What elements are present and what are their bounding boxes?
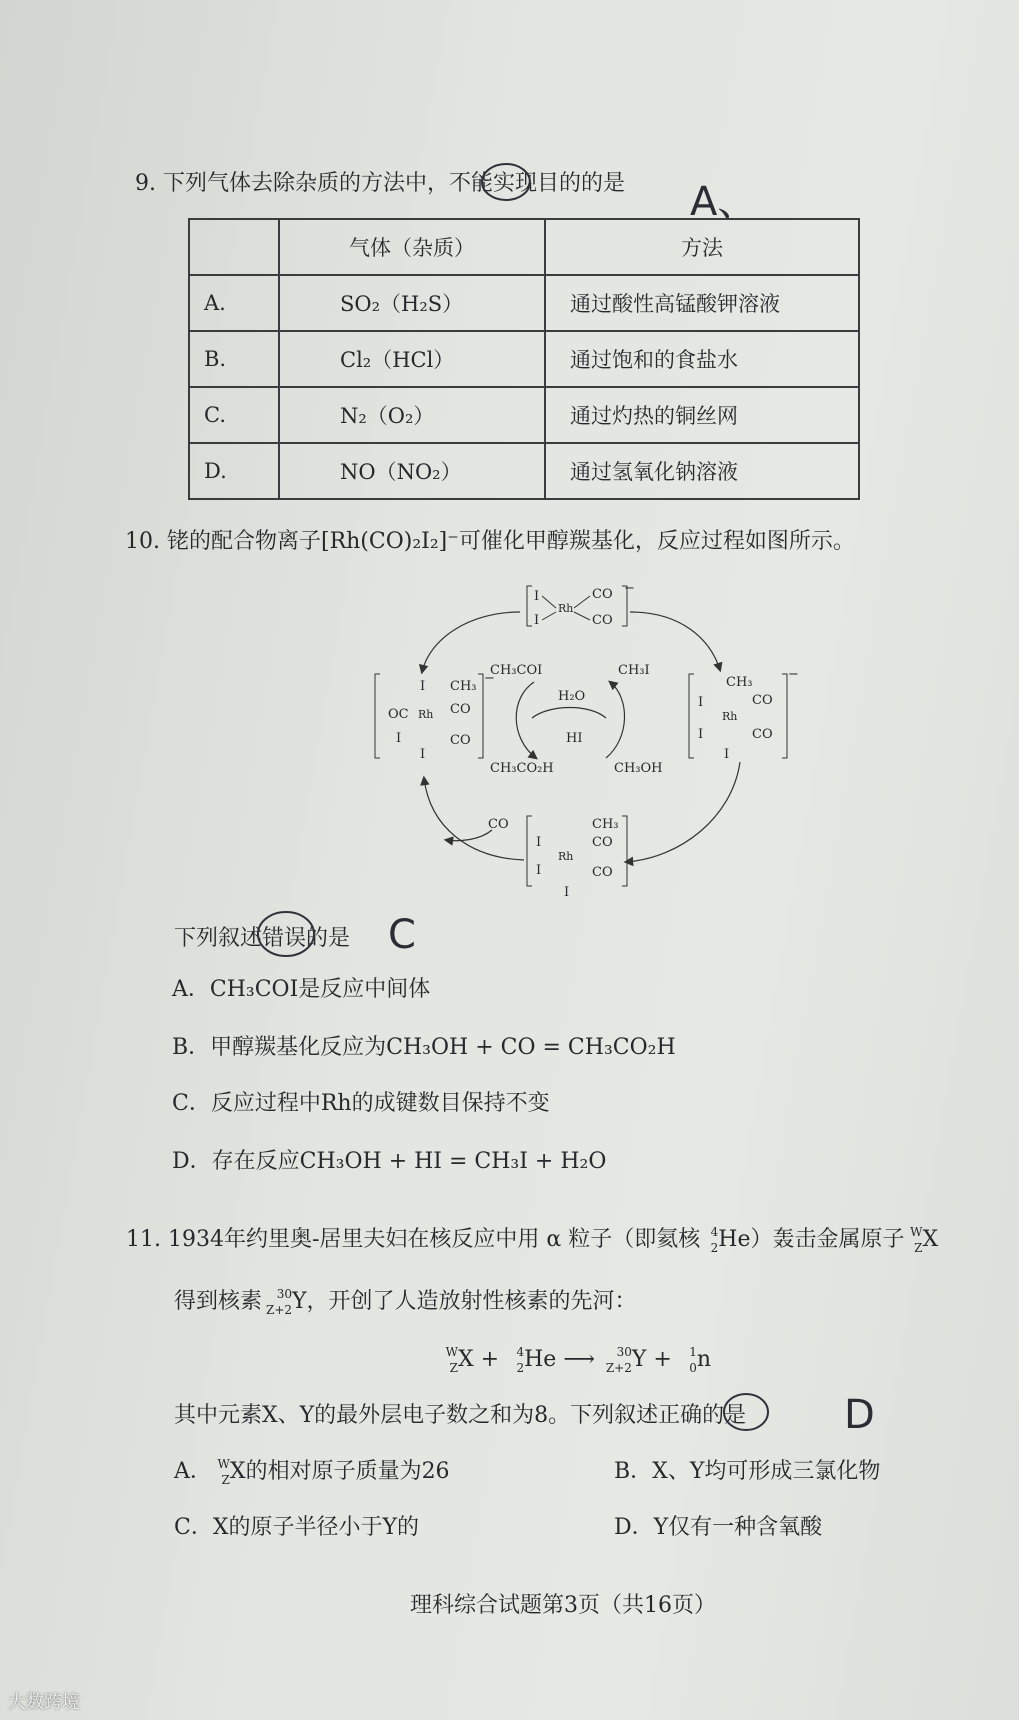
catalytic-cycle-diagram xyxy=(360,578,820,918)
species-labels xyxy=(488,663,663,832)
q11-option-a xyxy=(174,1458,450,1486)
helium-symbol: He xyxy=(718,1227,751,1252)
element-y-symbol: Y xyxy=(631,1347,647,1372)
svg-text:Rh: Rh xyxy=(418,708,434,721)
svg-text:OC: OC xyxy=(388,707,409,722)
nuclide-notation: 30 Z+2 xyxy=(605,1345,632,1375)
table-cell: 通过酸性高锰酸钾溶液 xyxy=(545,275,859,331)
element-x-symbol: X xyxy=(229,1459,246,1484)
svg-text:I: I xyxy=(536,835,542,850)
handwritten-circle-mark xyxy=(478,160,538,206)
svg-text:CH₃OH: CH₃OH xyxy=(614,761,663,776)
table-cell: D. xyxy=(189,443,279,499)
nuclide-notation: 4 2 xyxy=(710,1225,719,1255)
table-header: 气体（杂质） xyxy=(279,219,545,275)
element-x-symbol: X xyxy=(458,1347,474,1372)
plus-sign: + xyxy=(653,1347,672,1372)
nuclide-notation: 1 0 xyxy=(689,1345,697,1375)
handwritten-circle-mark xyxy=(720,1390,776,1436)
q10-handwritten-answer: C xyxy=(388,912,416,958)
nuclide-notation: 4 2 xyxy=(516,1345,525,1375)
q9-stem: 9. 下列气体去除杂质的方法中，不能实现目的的是 xyxy=(135,171,625,196)
nuclide-notation: 30 Z+2 xyxy=(265,1287,293,1317)
nuclide-notation: W Z xyxy=(910,1225,923,1255)
q11-option-b: B．X、Y均可形成三氯化物 xyxy=(614,1459,881,1484)
svg-text:I: I xyxy=(698,695,704,710)
svg-text:Rh: Rh xyxy=(558,602,574,615)
svg-text:CO: CO xyxy=(488,817,509,832)
svg-text:CO: CO xyxy=(592,865,613,880)
svg-text:−: − xyxy=(484,671,495,686)
page-footer: 理科综合试题第3页（共16页） xyxy=(410,1593,716,1618)
option-label: A． xyxy=(174,1459,212,1484)
svg-text:I: I xyxy=(420,747,426,762)
table-row xyxy=(189,275,859,331)
table-cell: SO₂（H₂S） xyxy=(279,275,545,331)
helium-symbol: He xyxy=(524,1347,557,1372)
q11-number: 11. xyxy=(126,1227,161,1252)
element-y-symbol: Y xyxy=(292,1289,307,1314)
svg-text:CH₃: CH₃ xyxy=(726,675,753,690)
svg-text:CO: CO xyxy=(592,587,613,602)
svg-text:−: − xyxy=(624,581,635,596)
table-header: 方法 xyxy=(545,219,859,275)
svg-text:CO: CO xyxy=(752,727,773,742)
q9-table xyxy=(188,218,860,500)
q11-text: ，开创了人造放射性核素的先河： xyxy=(306,1289,637,1314)
table-header xyxy=(189,219,279,275)
element-x-symbol: X xyxy=(922,1227,939,1252)
table-cell: 通过饱和的食盐水 xyxy=(545,331,859,387)
q11-line1 xyxy=(126,1226,938,1254)
svg-text:CO: CO xyxy=(450,702,471,717)
plus-sign: + xyxy=(480,1347,500,1372)
q10-option-b: B．甲醇羰基化反应为CH₃OH + CO = CH₃CO₂H xyxy=(172,1035,676,1060)
complex-bottom xyxy=(527,816,627,900)
svg-text:I: I xyxy=(564,885,570,900)
complex-left xyxy=(375,671,495,762)
table-cell: C. xyxy=(189,387,279,443)
svg-text:CH₃CO₂H: CH₃CO₂H xyxy=(490,761,554,776)
svg-text:CH₃: CH₃ xyxy=(592,817,619,832)
watermark: 大数跨境 xyxy=(8,1692,80,1713)
q11-nuclear-equation xyxy=(440,1346,711,1374)
complex-top xyxy=(527,581,635,628)
svg-text:CO: CO xyxy=(592,613,613,628)
q11-option-c: C．X的原子半径小于Y的 xyxy=(174,1515,420,1540)
svg-text:Rh: Rh xyxy=(558,850,574,863)
table-row xyxy=(189,387,859,443)
svg-text:I: I xyxy=(724,747,730,762)
q11-text: 1934年约里奥-居里夫妇在核反应中用 α 粒子（即氦核 xyxy=(168,1227,701,1252)
svg-text:−: − xyxy=(788,667,799,682)
svg-text:I: I xyxy=(396,731,402,746)
table-row xyxy=(189,443,859,499)
svg-text:CO: CO xyxy=(450,733,471,748)
svg-text:CO: CO xyxy=(592,835,613,850)
svg-text:CH₃I: CH₃I xyxy=(618,663,650,678)
q11-option-d: D．Y仅有一种含氧酸 xyxy=(614,1515,823,1540)
table-cell: 通过灼热的铜丝网 xyxy=(545,387,859,443)
svg-text:HI: HI xyxy=(566,731,583,746)
complex-right xyxy=(689,667,799,762)
q11-text: ）轰击金属原子 xyxy=(750,1227,905,1252)
q11-line3: 其中元素X、Y的最外层电子数之和为8。下列叙述正确的是 xyxy=(174,1403,747,1428)
svg-text:H₂O: H₂O xyxy=(558,689,586,704)
q10-option-d: D．存在反应CH₃OH + HI = CH₃I + H₂O xyxy=(172,1149,607,1174)
nuclide-notation: W Z xyxy=(445,1345,458,1375)
q11-line2 xyxy=(174,1288,637,1316)
svg-text:I: I xyxy=(698,727,704,742)
handwritten-circle-mark xyxy=(254,906,324,962)
option-text: 的相对原子质量为26 xyxy=(245,1459,450,1484)
svg-text:I: I xyxy=(536,863,542,878)
table-cell: N₂（O₂） xyxy=(279,387,545,443)
svg-text:CH₃: CH₃ xyxy=(450,679,477,694)
q9-handwritten-answer: A、 xyxy=(690,179,758,225)
svg-text:I: I xyxy=(420,679,426,694)
table-header-row xyxy=(189,219,859,275)
nuclide-notation: W Z xyxy=(217,1457,230,1487)
svg-text:I: I xyxy=(534,613,540,628)
svg-text:Rh: Rh xyxy=(722,710,738,723)
q10-option-a: A．CH₃COI是反应中间体 xyxy=(172,977,431,1002)
q10-option-c: C．反应过程中Rh的成键数目保持不变 xyxy=(172,1091,550,1116)
svg-text:CO: CO xyxy=(752,693,773,708)
table-cell: B. xyxy=(189,331,279,387)
svg-text:CH₃COI: CH₃COI xyxy=(490,663,543,678)
table-cell: Cl₂（HCl） xyxy=(279,331,545,387)
svg-text:I: I xyxy=(534,589,540,604)
q11-handwritten-answer: D xyxy=(844,1392,875,1438)
q10-prompt: 下列叙述错误的是 xyxy=(174,926,351,951)
q11-text: 得到核素 xyxy=(174,1289,263,1314)
table-cell: NO（NO₂） xyxy=(279,443,545,499)
reaction-arrow: ⟶ xyxy=(563,1347,595,1372)
table-cell: A. xyxy=(189,275,279,331)
neutron-symbol: n xyxy=(696,1347,712,1372)
table-cell: 通过氢氧化钠溶液 xyxy=(545,443,859,499)
q10-stem: 10. 铑的配合物离子[Rh(CO)₂I₂]⁻可催化甲醇羰基化，反应过程如图所示。 xyxy=(125,529,855,554)
table-row xyxy=(189,331,859,387)
